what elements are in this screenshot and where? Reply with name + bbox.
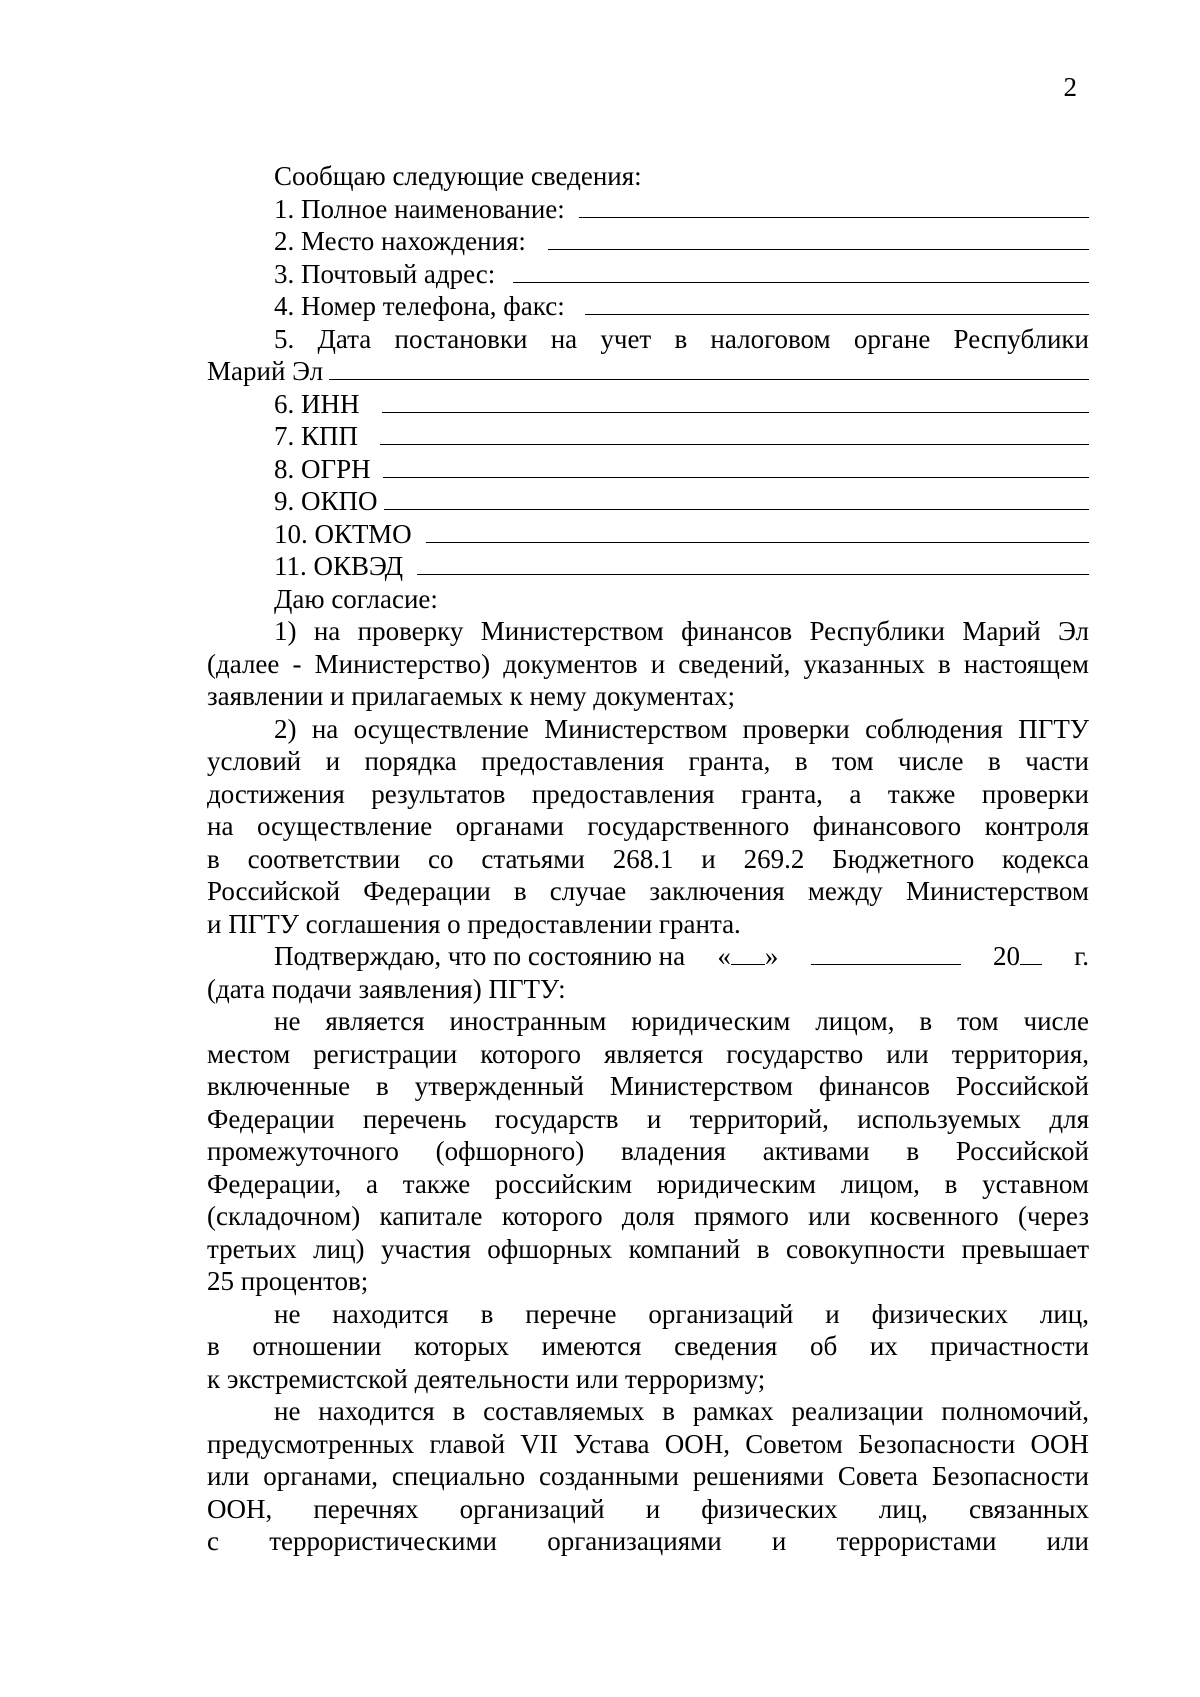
text-line: ООН, перечнях организаций и физических лиц, связанных xyxy=(207,1493,1089,1524)
statement-extremism xyxy=(207,1298,1089,1396)
field-ogrn xyxy=(207,453,1089,486)
phone-fax-blank[interactable] xyxy=(585,292,1089,315)
page-number: 2 xyxy=(1063,72,1077,102)
text-line: на осуществление органами государственного финансового контроля xyxy=(207,811,1089,841)
field-label: 8. ОГРН xyxy=(274,453,371,484)
full-name-blank[interactable] xyxy=(579,195,1089,218)
field-location xyxy=(207,225,1089,258)
text-line: 2) на осуществление Министерством проверки соблюдения ПГТУ xyxy=(274,713,1089,744)
field-phone-fax xyxy=(207,290,1089,323)
confirmation-date-line xyxy=(207,940,1089,973)
okved-blank[interactable] xyxy=(417,552,1089,575)
text-line: предусмотренных главой VII Устава ООН, Советом Безопасности ООН xyxy=(207,1428,1089,1459)
text-line: достижения результатов предоставления гранта, а также проверки xyxy=(207,778,1089,809)
text-line: Российской Федерации в случае заключения между Министерством xyxy=(207,876,1089,906)
okpo-blank[interactable] xyxy=(384,487,1089,510)
text-line: Федерации перечень государств и территорий, используемых для xyxy=(207,1103,1089,1134)
intro-line xyxy=(207,160,1089,193)
month-blank[interactable] xyxy=(811,942,961,965)
field-label: 2. Место нахождения: xyxy=(274,226,526,256)
postal-address-blank[interactable] xyxy=(513,260,1089,283)
field-oktmo xyxy=(207,518,1089,551)
field-label: 5. Дата постановки на учет в налоговом органе Республики xyxy=(274,323,1089,354)
text-line: промежуточного (офшорного) владения активами в Российской xyxy=(207,1136,1089,1166)
year-prefix: 20 xyxy=(992,941,1020,971)
document-body xyxy=(207,160,1089,1558)
text-line: не находится в перечне организаций и физических лиц, xyxy=(274,1298,1089,1329)
statement-un-lists xyxy=(207,1395,1089,1558)
text-line: третьих лиц) участия офшорных компаний в совокупности превышает xyxy=(207,1233,1089,1264)
inn-blank[interactable] xyxy=(382,390,1090,413)
field-postal-address xyxy=(207,258,1089,291)
field-full-name xyxy=(207,193,1089,226)
consent-item-1 xyxy=(207,615,1089,713)
year-suffix: г. xyxy=(1074,941,1089,971)
text-line: (далее - Министерство) документов и сведений, указанных в настоящем xyxy=(207,648,1089,679)
field-label: 1. Полное наименование: xyxy=(274,193,565,224)
intro-text: Сообщаю следующие сведения: xyxy=(274,161,642,191)
oktmo-blank[interactable] xyxy=(426,520,1089,543)
text-line: 25 процентов; xyxy=(207,1266,369,1296)
field-label: 9. ОКПО xyxy=(274,486,378,516)
text-line: (складочном) капитале которого доля прямого или косвенного (через xyxy=(207,1201,1089,1231)
text-line: заявлении и прилагаемых к нему документах; xyxy=(207,681,735,711)
text-line: или органами, специально созданными решениями Совета Безопасности xyxy=(207,1461,1089,1491)
field-label-continued: Марий Эл xyxy=(207,356,324,386)
date-year xyxy=(993,940,1042,973)
confirmation-text: Подтверждаю, что по состоянию на xyxy=(274,941,686,971)
text-line: 1) на проверку Министерством финансов Республики Марий Эл xyxy=(274,616,1089,646)
registration-date-blank[interactable] xyxy=(329,357,1089,380)
date-day xyxy=(717,940,778,973)
text-line: условий и порядка предоставления гранта, в том числе в части xyxy=(207,746,1089,776)
field-registration-date-label xyxy=(207,323,1089,356)
close-quote: » xyxy=(764,941,779,971)
location-blank[interactable] xyxy=(548,227,1089,250)
consent-heading-text: Даю согласие: xyxy=(274,583,438,614)
field-inn xyxy=(207,388,1089,421)
field-registration-date xyxy=(207,355,1089,388)
text-line: (дата подачи заявления) ПГТУ: xyxy=(207,973,566,1004)
text-line: местом регистрации которого является государство или территория, xyxy=(207,1038,1089,1069)
field-label: 10. ОКТМО xyxy=(274,518,412,549)
consent-item-2 xyxy=(207,713,1089,941)
field-kpp xyxy=(207,420,1089,453)
text-line: с террористическими организациями и террористами или xyxy=(207,1526,1089,1556)
text-line: не находится в составляемых в рамках реализации полномочий, xyxy=(274,1396,1089,1426)
kpp-blank[interactable] xyxy=(380,422,1089,445)
text-line: в отношении которых имеются сведения об их причастности xyxy=(207,1331,1089,1361)
text-line: в соответствии со статьями 268.1 и 269.2 Бюджетного кодекса xyxy=(207,843,1089,874)
year-blank[interactable] xyxy=(1020,942,1042,965)
text-line: к экстремистской деятельности или терроризму; xyxy=(207,1363,766,1394)
text-line: не является иностранным юридическим лицом, в том числе xyxy=(274,1006,1089,1036)
text-line: включенные в утвержденный Министерством финансов Российской xyxy=(207,1071,1089,1101)
text-line: Федерации, а также российским юридическим лицом, в уставном xyxy=(207,1168,1089,1199)
field-label: 7. КПП xyxy=(274,421,359,451)
statement-offshore xyxy=(207,1005,1089,1298)
text-line: и ПГТУ соглашения о предоставлении гранта. xyxy=(207,908,741,939)
field-okpo xyxy=(207,485,1089,518)
confirmation-line-2 xyxy=(207,973,1089,1006)
ogrn-blank[interactable] xyxy=(383,455,1089,478)
field-label: 3. Почтовый адрес: xyxy=(274,258,496,289)
field-okved xyxy=(207,550,1089,583)
field-label: 6. ИНН xyxy=(274,388,360,419)
day-blank[interactable] xyxy=(731,942,765,965)
open-quote: « xyxy=(717,941,731,971)
consent-heading xyxy=(207,583,1089,616)
field-label: 11. ОКВЭД xyxy=(274,551,403,581)
field-label: 4. Номер телефона, факс: xyxy=(274,291,565,321)
